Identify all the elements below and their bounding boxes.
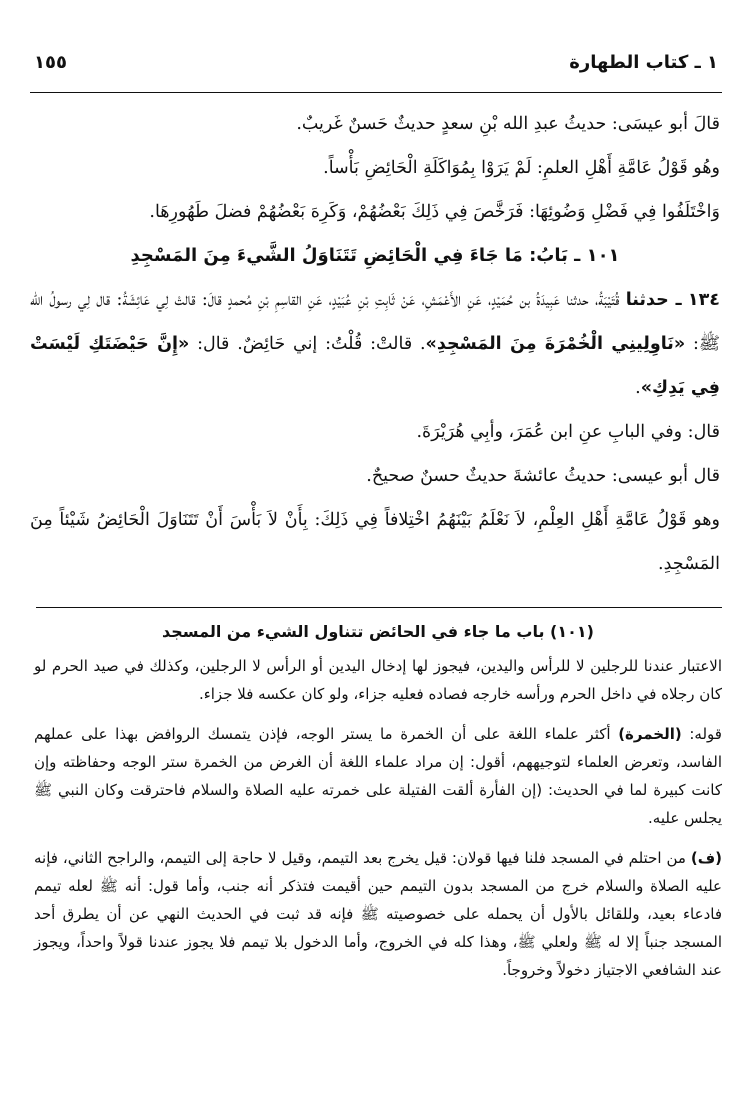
commentary-term: (ف) [690,849,722,867]
hadith-text: . قالتْ: قُلْتُ: إني حَائِضٌ. قال: [197,334,426,354]
commentary-paragraph [34,844,722,984]
main-paragraph: قالَ أبو عيسَى: حديثُ عبدِ الله بْنِ سعدٍ حديثٌ حَسنٌ غَريبٌ. [296,114,720,134]
commentary-term: (الخمرة) [618,725,682,743]
main-paragraph: وَاخْتَلَفُوا فِي فَضْلِ وَضُوئِهَا: فَرَخَّصَ فِي ذَلِكَ بَعْضُهُمْ، وَكَرِهَ بَعْضُهُمْ فضلَ طَهُورِهَا. [149,202,720,222]
commentary-divider [36,607,722,608]
commentary-text: أكثر علماء اللغة على أن الخمرة ما يستر الوجه، فإذن يتمسك الروافض بهذا على عملهم الفاسد، وتعرض العلماء لتوجيههم، أقول: إن مراد علماء اللغة أن الغرض من الخمرة ستر الوجه وحفاظته وإن كانت كبيرة لما في الحديث: (إن الفأرة ألقت الفتيلة على خمرته عليه الصلاة والسلام فاحترقت وكان النبي ﷺ يجلس عليه. [34,725,722,827]
main-paragraph: وهُو قَوْلُ عَامَّةِ أَهْلِ العلمِ: لَمْ يَرَوْا بِمُوَاكَلَةِ الْحَائِضِ بَأْساً. [323,158,720,178]
commentary-paragraph [34,720,722,832]
hadith-quote: «نَاوِلِينِي الْخُمْرَةَ مِنَ المَسْجِدِ» [425,334,686,354]
page-number: ١٥٥ [34,52,67,73]
hadith-number: ١٣٤ [687,290,720,310]
main-paragraph: وهو قَوْلُ عَامَّةِ أَهْلِ العِلْمِ، لاَ نَعْلَمُ بَيْنَهُمُ اخْتِلافاً فِي ذَلِكَ: بِأَنْ لاَ بَأْسَ أَنْ تَتَنَاوَلَ الْحَائِضُ شَيْئاً مِنَ المَسْجِدِ. [30,510,720,574]
commentary-prefix: قوله: [689,725,722,743]
commentary-section [34,618,722,996]
hadith-end: . [635,378,641,398]
chapter-heading: ١٠١ ـ بَابُ: مَا جَاءَ فِي الْحَائِضِ تَتَنَاوَلُ الشَّيءَ مِنَ المَسْجِدِ [130,245,620,266]
commentary-paragraph: الاعتبار عندنا للرجلين لا للرأس واليدين، فيجوز لها إدخال اليدين أو الرأس لا الرجلين، وكذلك في صيد الحرم لو كان رجلاه في داخل الحرم ورأسه خارجه فصاده فعليه جزاء، ولو كان عكسه فلا جزاء. [34,657,722,703]
hadith-paragraph [30,278,720,410]
commentary-text: من احتلم في المسجد فلنا فيها قولان: قيل يخرج بعد التيمم، وقيل لا حاجة إلى التيمم، والراجح الثاني، فإنه عليه الصلاة والسلام خرج من المسجد بدون التيمم حين أقيمت فتذكر أنه جنب، وأما قول: أنه ﷺ لعله تيمم فادعاء بعيد، وللقائل بالأول أن يحمله على خصوصيته ﷺ فإنه قد ثبت في الحديث النهي عن أن يطرق أحد المسجد جنباً إلا له ﷺ ولعلي ﷺ، وهذا كله في الخروج، وأما الدخول بلا تيمم فلا يجوز عندنا قولاً واحداً، ويجوز عند الشافعي الاجتياز دخولاً وخروجاً. [34,849,722,979]
main-paragraph: قال أبو عيسى: حديثُ عائشةَ حديثٌ حسنٌ صحيحٌ. [366,466,720,486]
main-text [30,102,720,586]
main-paragraph: قال: وفي البابِ عنِ ابن عُمَرَ، وأبِي هُرَيْرَةَ. [416,422,720,442]
hadith-text: قُتَيْبَةُ، حدثنا عَبِيدَةُ بن حُمَيْدٍ، عَنِ الأَعْمَشِ، عَنْ ثَابِتِ بْنِ عُبَيْدٍ، عَنِ القاسِمِ بْنِ مُحمدٍ قالَ: قالتْ لِي عَائِشَةُ: قال لِي رسولُ الله ﷺ: [30,290,720,354]
book-title: ١ ـ كتاب الطهارة [569,52,718,73]
haddathana-label: ـ حدثنا [625,290,682,310]
page-header [30,46,722,86]
hadith-quote: «إِنَّ حَيْضَتَكِ لَيْسَتْ فِي يَدِكِ» [30,334,720,398]
header-divider [30,92,722,93]
commentary-heading: (١٠١) باب ما جاء في الحائض تتناول الشيء من المسجد [162,622,594,641]
